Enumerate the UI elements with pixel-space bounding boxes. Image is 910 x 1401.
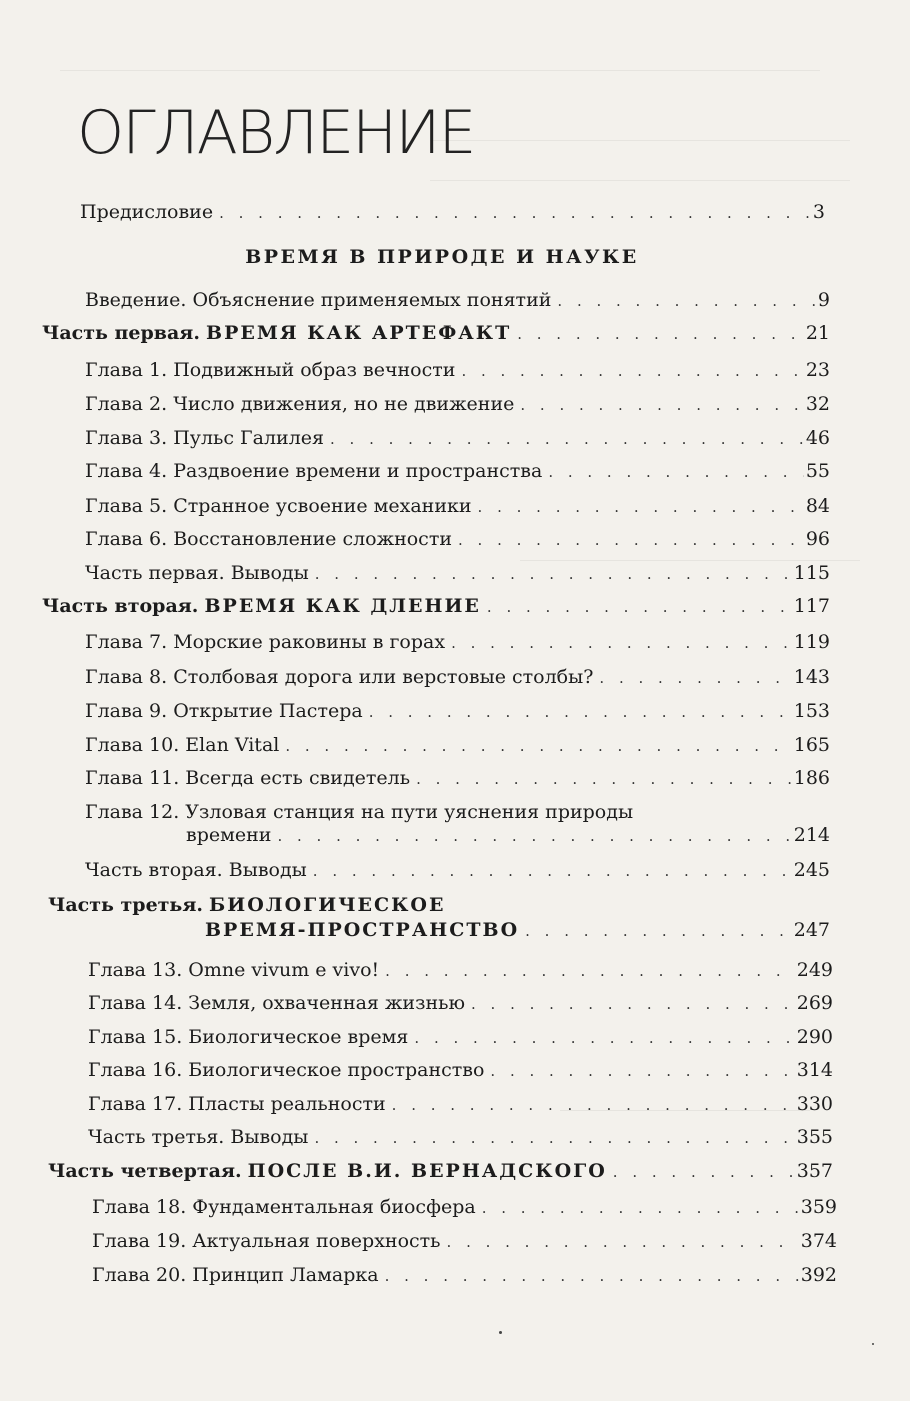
entry-label: Глава 2. Число движения, но не движение: [85, 393, 515, 415]
entry-page: 314: [796, 1059, 833, 1081]
dot-leader: [315, 562, 792, 586]
bleed-line: [430, 140, 850, 141]
entry-page: 374: [800, 1230, 837, 1252]
entry-label: Глава 8. Столбовая дорога или верстовые столбы?: [85, 666, 594, 688]
entry-label: Глава 17. Пласты реальности: [88, 1093, 386, 1115]
toc-entry-chapter[interactable]: [85, 766, 830, 791]
entry-label: Глава 10. Elan Vital: [85, 734, 280, 756]
entry-label: Введение. Объяснение применяемых понятий: [85, 289, 552, 311]
entry-page: 55: [805, 460, 830, 482]
toc-part-3-line2[interactable]: [205, 918, 830, 943]
toc-entry-preface[interactable]: [80, 200, 825, 225]
dot-leader: [557, 289, 816, 313]
toc-entry-chapter[interactable]: [88, 1025, 833, 1050]
entry-page: 9: [817, 289, 830, 311]
entry-label: Глава 5. Странное усвоение механики: [85, 495, 472, 517]
entry-label: Глава 14. Земля, охваченная жизнью: [88, 992, 466, 1014]
toc-part-4[interactable]: [48, 1159, 833, 1184]
entry-label: Глава 1. Подвижный образ вечности: [85, 359, 456, 381]
toc-entry-chapter[interactable]: [92, 1229, 837, 1254]
entry-page: 249: [796, 959, 833, 981]
toc-entry-intro[interactable]: [85, 288, 830, 313]
part-title: ВРЕМЯ КАК АРТЕФАКТ: [206, 322, 512, 344]
toc-entry-chapter[interactable]: [85, 527, 830, 552]
section-heading: ВРЕМЯ В ПРИРОДЕ И НАУКЕ: [245, 246, 639, 268]
dot-leader: [548, 460, 803, 484]
toc-entry-conclusions[interactable]: [88, 1125, 833, 1150]
dot-leader: [414, 1026, 794, 1050]
entry-page: 269: [796, 992, 833, 1014]
entry-label: Глава 11. Всегда есть свидетель: [85, 767, 411, 789]
dot-leader: [392, 1093, 795, 1117]
dot-leader: [451, 631, 792, 655]
toc-entry-chapter[interactable]: [85, 459, 830, 484]
toc-entry-chapter-12-line1[interactable]: Глава 12. Узловая станция на пути уяснения природы: [85, 801, 634, 823]
toc-entry-chapter[interactable]: [88, 1092, 833, 1117]
entry-page: 165: [793, 734, 830, 756]
dot-leader: [471, 992, 795, 1016]
entry-label: Глава 3. Пульс Галилея: [85, 427, 324, 449]
dot-leader: [490, 1059, 794, 1083]
dot-leader: [330, 427, 804, 451]
part-prefix: Часть третья.: [48, 894, 203, 916]
dot-leader: [416, 767, 792, 791]
part-title: ВРЕМЯ-ПРОСТРАНСТВО: [205, 919, 520, 941]
dot-leader: [385, 1264, 799, 1288]
toc-part-3-line1[interactable]: [48, 893, 445, 917]
dot-leader: [520, 393, 803, 417]
page-title: ОГЛАВЛЕНИЕ: [77, 98, 475, 168]
toc-entry-chapter[interactable]: [85, 665, 830, 690]
ink-speck: [499, 1331, 502, 1334]
entry-page: 46: [805, 427, 830, 449]
entry-label: Глава 4. Раздвоение времени и пространства: [85, 460, 543, 482]
entry-label: Часть третья. Выводы: [88, 1126, 309, 1148]
entry-page: 247: [793, 919, 830, 941]
entry-label: Часть первая. Выводы: [85, 562, 309, 584]
toc-part-1[interactable]: [42, 321, 830, 346]
dot-leader: [369, 700, 792, 724]
bleed-line: [430, 180, 850, 181]
bleed-line: [60, 70, 820, 71]
entry-label: Глава 9. Открытие Пастера: [85, 700, 363, 722]
ink-speck: [872, 1343, 874, 1345]
entry-page: 84: [805, 495, 830, 517]
toc-entry-chapter[interactable]: [88, 1058, 833, 1083]
toc-entry-conclusions[interactable]: [85, 561, 830, 586]
entry-page: 3: [812, 201, 825, 223]
toc-entry-chapter[interactable]: [85, 358, 830, 383]
dot-leader: [487, 595, 792, 619]
dot-leader: [447, 1230, 799, 1254]
part-prefix: Часть первая.: [42, 322, 200, 344]
entry-page: 357: [796, 1160, 833, 1182]
toc-entry-conclusions[interactable]: [85, 858, 830, 883]
entry-label: Глава 19. Актуальная поверхность: [92, 1230, 441, 1252]
part-prefix: Часть четвертая.: [48, 1160, 242, 1182]
dot-leader: [517, 322, 804, 346]
dot-leader: [599, 666, 791, 690]
entry-page: 23: [805, 359, 830, 381]
toc-entry-chapter[interactable]: [92, 1195, 837, 1220]
entry-page: 117: [793, 595, 830, 617]
entry-page: 32: [805, 393, 830, 415]
toc-entry-chapter[interactable]: [85, 699, 830, 724]
part-title: ВРЕМЯ КАК ДЛЕНИЕ: [204, 595, 481, 617]
dot-leader: [613, 1160, 795, 1184]
entry-label: Глава 16. Биологическое пространство: [88, 1059, 485, 1081]
dot-leader: [458, 528, 804, 552]
dot-leader: [285, 734, 791, 758]
dot-leader: [385, 959, 795, 983]
entry-page: 21: [805, 322, 830, 344]
part-title: ПОСЛЕ В.И. ВЕРНАДСКОГО: [247, 1160, 607, 1182]
toc-entry-chapter[interactable]: [88, 991, 833, 1016]
entry-label: времени: [186, 824, 272, 846]
dot-leader: [482, 1196, 799, 1220]
entry-page: 359: [800, 1196, 837, 1218]
toc-entry-chapter[interactable]: [85, 426, 830, 451]
entry-page: 119: [793, 631, 830, 653]
dot-leader: [525, 919, 792, 943]
toc-entry-chapter[interactable]: [88, 958, 833, 983]
toc-entry-chapter-12-line2[interactable]: [186, 823, 830, 848]
entry-page: 115: [793, 562, 830, 584]
dot-leader: [277, 824, 791, 848]
entry-label: Глава 13. Omne vivum e vivo!: [88, 959, 380, 981]
dot-leader: [314, 1126, 794, 1150]
entry-page: 392: [800, 1264, 837, 1286]
entry-label: Предисловие: [80, 201, 214, 223]
toc-part-2[interactable]: [42, 594, 830, 619]
entry-page: 245: [793, 859, 830, 881]
dot-leader: [219, 201, 811, 225]
entry-page: 96: [805, 528, 830, 550]
entry-page: 330: [796, 1093, 833, 1115]
toc-entry-chapter[interactable]: [85, 392, 830, 417]
entry-label: Глава 6. Восстановление сложности: [85, 528, 453, 550]
entry-label: Глава 7. Морские раковины в горах: [85, 631, 446, 653]
entry-label: Глава 18. Фундаментальная биосфера: [92, 1196, 476, 1218]
toc-entry-chapter[interactable]: [85, 630, 830, 655]
toc-entry-chapter[interactable]: [85, 494, 830, 519]
entry-label: Глава 20. Принцип Ламарка: [92, 1264, 379, 1286]
dot-leader: [313, 859, 792, 883]
toc-entry-chapter[interactable]: [92, 1263, 837, 1288]
entry-page: 214: [793, 824, 830, 846]
entry-page: 186: [793, 767, 830, 789]
entry-page: 153: [793, 700, 830, 722]
entry-label: Глава 15. Биологическое время: [88, 1026, 409, 1048]
dot-leader: [478, 495, 804, 519]
part-prefix: Часть вторая.: [42, 595, 199, 617]
entry-label: Часть вторая. Выводы: [85, 859, 307, 881]
toc-entry-chapter[interactable]: [85, 733, 830, 758]
entry-page: 290: [796, 1026, 833, 1048]
dot-leader: [461, 359, 803, 383]
part-title: БИОЛОГИЧЕСКОЕ: [209, 894, 446, 916]
entry-page: 355: [796, 1126, 833, 1148]
entry-page: 143: [793, 666, 830, 688]
